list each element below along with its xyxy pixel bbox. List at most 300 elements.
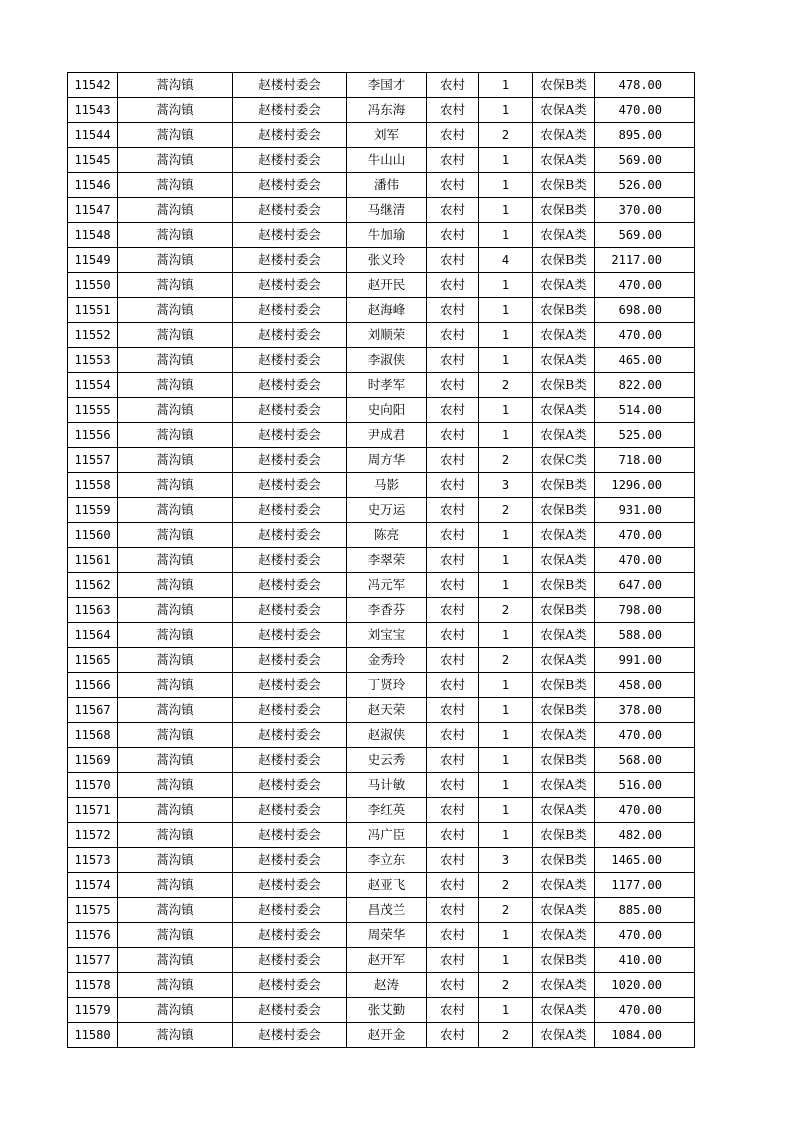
beneficiary-table [67,72,695,1048]
cell-insurance-category: 农保A类 [533,798,595,823]
cell-household-type: 农村 [427,573,479,598]
cell-household-type: 农村 [427,748,479,773]
cell-village-committee: 赵楼村委会 [233,748,347,773]
cell-township: 蒿沟镇 [118,898,233,923]
cell-village-committee: 赵楼村委会 [233,923,347,948]
cell-family-size: 1 [479,573,533,598]
cell-name: 赵亚飞 [347,873,427,898]
table-row [68,498,695,523]
cell-name: 刘军 [347,123,427,148]
table-row [68,923,695,948]
cell-family-size: 1 [479,948,533,973]
cell-township: 蒿沟镇 [118,523,233,548]
cell-township: 蒿沟镇 [118,323,233,348]
cell-insurance-category: 农保A类 [533,773,595,798]
cell-household-type: 农村 [427,623,479,648]
cell-village-committee: 赵楼村委会 [233,348,347,373]
cell-family-size: 1 [479,823,533,848]
cell-name: 牛山山 [347,148,427,173]
cell-amount: 588.00 [595,623,695,648]
cell-insurance-category: 农保B类 [533,498,595,523]
cell-amount: 470.00 [595,998,695,1023]
cell-household-type: 农村 [427,798,479,823]
cell-name: 史万运 [347,498,427,523]
cell-household-type: 农村 [427,248,479,273]
cell-village-committee: 赵楼村委会 [233,273,347,298]
cell-township: 蒿沟镇 [118,198,233,223]
cell-name: 赵海峰 [347,298,427,323]
cell-family-size: 1 [479,173,533,198]
cell-township: 蒿沟镇 [118,148,233,173]
table-row [68,223,695,248]
cell-household-type: 农村 [427,273,479,298]
table-row [68,423,695,448]
cell-village-committee: 赵楼村委会 [233,648,347,673]
cell-family-size: 3 [479,473,533,498]
cell-amount: 1296.00 [595,473,695,498]
cell-family-size: 2 [479,123,533,148]
cell-household-type: 农村 [427,698,479,723]
cell-insurance-category: 农保A类 [533,398,595,423]
cell-insurance-category: 农保A类 [533,723,595,748]
cell-township: 蒿沟镇 [118,1023,233,1048]
cell-record-number: 11550 [68,273,118,298]
cell-household-type: 农村 [427,473,479,498]
cell-record-number: 11545 [68,148,118,173]
cell-name: 李翠荣 [347,548,427,573]
cell-township: 蒿沟镇 [118,848,233,873]
table-row [68,573,695,598]
cell-family-size: 1 [479,348,533,373]
cell-name: 尹成君 [347,423,427,448]
cell-township: 蒿沟镇 [118,623,233,648]
cell-village-committee: 赵楼村委会 [233,173,347,198]
cell-amount: 470.00 [595,98,695,123]
cell-township: 蒿沟镇 [118,573,233,598]
cell-family-size: 1 [479,723,533,748]
cell-family-size: 1 [479,398,533,423]
cell-insurance-category: 农保B类 [533,473,595,498]
cell-amount: 895.00 [595,123,695,148]
cell-family-size: 1 [479,148,533,173]
cell-family-size: 3 [479,848,533,873]
cell-family-size: 1 [479,698,533,723]
cell-village-committee: 赵楼村委会 [233,448,347,473]
cell-amount: 526.00 [595,173,695,198]
cell-record-number: 11555 [68,398,118,423]
cell-amount: 1084.00 [595,1023,695,1048]
cell-insurance-category: 农保B类 [533,373,595,398]
cell-amount: 470.00 [595,798,695,823]
cell-record-number: 11574 [68,873,118,898]
cell-household-type: 农村 [427,873,479,898]
table-row [68,898,695,923]
table-row [68,823,695,848]
table-row [68,1023,695,1048]
cell-family-size: 2 [479,898,533,923]
cell-name: 赵天荣 [347,698,427,723]
cell-village-committee: 赵楼村委会 [233,323,347,348]
cell-record-number: 11554 [68,373,118,398]
cell-household-type: 农村 [427,198,479,223]
table-row [68,648,695,673]
cell-household-type: 农村 [427,123,479,148]
cell-village-committee: 赵楼村委会 [233,973,347,998]
cell-township: 蒿沟镇 [118,923,233,948]
cell-name: 马影 [347,473,427,498]
cell-household-type: 农村 [427,673,479,698]
cell-township: 蒿沟镇 [118,423,233,448]
cell-record-number: 11578 [68,973,118,998]
cell-amount: 2117.00 [595,248,695,273]
cell-village-committee: 赵楼村委会 [233,423,347,448]
cell-insurance-category: 农保A类 [533,523,595,548]
cell-insurance-category: 农保A类 [533,873,595,898]
cell-household-type: 农村 [427,73,479,98]
cell-family-size: 2 [479,448,533,473]
cell-name: 史向阳 [347,398,427,423]
table-row [68,973,695,998]
cell-amount: 798.00 [595,598,695,623]
cell-village-committee: 赵楼村委会 [233,498,347,523]
cell-name: 李红英 [347,798,427,823]
cell-household-type: 农村 [427,598,479,623]
cell-township: 蒿沟镇 [118,598,233,623]
cell-village-committee: 赵楼村委会 [233,998,347,1023]
cell-family-size: 1 [479,748,533,773]
cell-household-type: 农村 [427,423,479,448]
cell-household-type: 农村 [427,398,479,423]
cell-amount: 470.00 [595,273,695,298]
cell-insurance-category: 农保A类 [533,323,595,348]
cell-amount: 568.00 [595,748,695,773]
cell-village-committee: 赵楼村委会 [233,223,347,248]
table-row [68,798,695,823]
table-row [68,848,695,873]
cell-village-committee: 赵楼村委会 [233,1023,347,1048]
cell-name: 马继清 [347,198,427,223]
table-row [68,723,695,748]
cell-village-committee: 赵楼村委会 [233,823,347,848]
cell-name: 刘宝宝 [347,623,427,648]
cell-insurance-category: 农保B类 [533,73,595,98]
table-row [68,373,695,398]
cell-name: 冯元军 [347,573,427,598]
cell-amount: 482.00 [595,823,695,848]
cell-insurance-category: 农保B类 [533,573,595,598]
cell-insurance-category: 农保B类 [533,598,595,623]
cell-name: 潘伟 [347,173,427,198]
cell-family-size: 1 [479,548,533,573]
cell-village-committee: 赵楼村委会 [233,523,347,548]
cell-township: 蒿沟镇 [118,773,233,798]
cell-village-committee: 赵楼村委会 [233,148,347,173]
cell-record-number: 11571 [68,798,118,823]
cell-record-number: 11559 [68,498,118,523]
cell-household-type: 农村 [427,98,479,123]
table-row [68,873,695,898]
cell-village-committee: 赵楼村委会 [233,298,347,323]
cell-name: 李国才 [347,73,427,98]
cell-village-committee: 赵楼村委会 [233,573,347,598]
cell-insurance-category: 农保B类 [533,248,595,273]
cell-household-type: 农村 [427,898,479,923]
cell-village-committee: 赵楼村委会 [233,698,347,723]
cell-township: 蒿沟镇 [118,248,233,273]
table-row [68,523,695,548]
cell-village-committee: 赵楼村委会 [233,898,347,923]
cell-insurance-category: 农保A类 [533,923,595,948]
cell-record-number: 11567 [68,698,118,723]
cell-record-number: 11575 [68,898,118,923]
table-row [68,598,695,623]
cell-amount: 1465.00 [595,848,695,873]
cell-township: 蒿沟镇 [118,723,233,748]
cell-name: 赵开民 [347,273,427,298]
cell-record-number: 11569 [68,748,118,773]
cell-amount: 458.00 [595,673,695,698]
cell-name: 金秀玲 [347,648,427,673]
cell-insurance-category: 农保A类 [533,348,595,373]
cell-household-type: 农村 [427,948,479,973]
cell-record-number: 11576 [68,923,118,948]
table-row [68,73,695,98]
cell-insurance-category: 农保A类 [533,1023,595,1048]
cell-household-type: 农村 [427,1023,479,1048]
cell-family-size: 4 [479,248,533,273]
cell-village-committee: 赵楼村委会 [233,123,347,148]
cell-household-type: 农村 [427,323,479,348]
cell-amount: 525.00 [595,423,695,448]
cell-record-number: 11562 [68,573,118,598]
cell-family-size: 1 [479,923,533,948]
cell-name: 李淑侠 [347,348,427,373]
cell-family-size: 1 [479,73,533,98]
cell-amount: 478.00 [595,73,695,98]
cell-township: 蒿沟镇 [118,123,233,148]
cell-household-type: 农村 [427,148,479,173]
cell-township: 蒿沟镇 [118,273,233,298]
cell-name: 刘顺荣 [347,323,427,348]
cell-name: 赵涛 [347,973,427,998]
cell-insurance-category: 农保A类 [533,973,595,998]
cell-record-number: 11560 [68,523,118,548]
cell-record-number: 11542 [68,73,118,98]
cell-record-number: 11579 [68,998,118,1023]
cell-insurance-category: 农保B类 [533,948,595,973]
cell-township: 蒿沟镇 [118,948,233,973]
cell-record-number: 11546 [68,173,118,198]
cell-township: 蒿沟镇 [118,373,233,398]
cell-family-size: 2 [479,873,533,898]
cell-village-committee: 赵楼村委会 [233,623,347,648]
cell-township: 蒿沟镇 [118,473,233,498]
cell-township: 蒿沟镇 [118,173,233,198]
cell-name: 张义玲 [347,248,427,273]
cell-household-type: 农村 [427,298,479,323]
table-row [68,323,695,348]
cell-township: 蒿沟镇 [118,998,233,1023]
table-row [68,773,695,798]
cell-insurance-category: 农保B类 [533,173,595,198]
cell-amount: 569.00 [595,223,695,248]
cell-name: 周荣华 [347,923,427,948]
cell-village-committee: 赵楼村委会 [233,798,347,823]
cell-household-type: 农村 [427,923,479,948]
cell-name: 赵开军 [347,948,427,973]
cell-record-number: 11573 [68,848,118,873]
cell-household-type: 农村 [427,773,479,798]
cell-family-size: 1 [479,798,533,823]
cell-name: 赵淑侠 [347,723,427,748]
cell-insurance-category: 农保A类 [533,648,595,673]
table-row [68,173,695,198]
cell-insurance-category: 农保A类 [533,123,595,148]
table-row [68,948,695,973]
cell-name: 李立东 [347,848,427,873]
cell-family-size: 1 [479,298,533,323]
cell-township: 蒿沟镇 [118,223,233,248]
cell-name: 昌茂兰 [347,898,427,923]
cell-township: 蒿沟镇 [118,498,233,523]
cell-amount: 370.00 [595,198,695,223]
cell-village-committee: 赵楼村委会 [233,873,347,898]
cell-name: 张艾勤 [347,998,427,1023]
cell-household-type: 农村 [427,848,479,873]
cell-household-type: 农村 [427,723,479,748]
cell-household-type: 农村 [427,973,479,998]
cell-household-type: 农村 [427,823,479,848]
table-row [68,673,695,698]
cell-township: 蒿沟镇 [118,673,233,698]
cell-township: 蒿沟镇 [118,698,233,723]
cell-household-type: 农村 [427,448,479,473]
cell-name: 史云秀 [347,748,427,773]
cell-name: 时孝军 [347,373,427,398]
cell-name: 李香芬 [347,598,427,623]
cell-amount: 470.00 [595,923,695,948]
cell-amount: 470.00 [595,548,695,573]
cell-family-size: 2 [479,973,533,998]
cell-village-committee: 赵楼村委会 [233,773,347,798]
cell-township: 蒿沟镇 [118,823,233,848]
cell-amount: 885.00 [595,898,695,923]
cell-insurance-category: 农保A类 [533,998,595,1023]
cell-village-committee: 赵楼村委会 [233,948,347,973]
cell-record-number: 11552 [68,323,118,348]
cell-family-size: 1 [479,323,533,348]
cell-family-size: 2 [479,1023,533,1048]
cell-insurance-category: 农保A类 [533,98,595,123]
cell-village-committee: 赵楼村委会 [233,248,347,273]
cell-village-committee: 赵楼村委会 [233,98,347,123]
cell-family-size: 1 [479,998,533,1023]
cell-township: 蒿沟镇 [118,798,233,823]
table-row [68,98,695,123]
cell-insurance-category: 农保A类 [533,148,595,173]
cell-village-committee: 赵楼村委会 [233,373,347,398]
cell-family-size: 2 [479,598,533,623]
table-row [68,748,695,773]
cell-insurance-category: 农保A类 [533,423,595,448]
cell-village-committee: 赵楼村委会 [233,848,347,873]
cell-record-number: 11577 [68,948,118,973]
cell-record-number: 11551 [68,298,118,323]
cell-family-size: 1 [479,198,533,223]
cell-amount: 718.00 [595,448,695,473]
cell-family-size: 1 [479,623,533,648]
cell-record-number: 11549 [68,248,118,273]
cell-household-type: 农村 [427,523,479,548]
table-body [68,73,695,1048]
cell-insurance-category: 农保B类 [533,848,595,873]
cell-household-type: 农村 [427,498,479,523]
cell-township: 蒿沟镇 [118,448,233,473]
cell-insurance-category: 农保A类 [533,223,595,248]
cell-village-committee: 赵楼村委会 [233,473,347,498]
cell-amount: 1020.00 [595,973,695,998]
cell-amount: 931.00 [595,498,695,523]
cell-village-committee: 赵楼村委会 [233,73,347,98]
cell-family-size: 2 [479,648,533,673]
cell-record-number: 11558 [68,473,118,498]
table-row [68,448,695,473]
cell-record-number: 11565 [68,648,118,673]
table-row [68,548,695,573]
table-row [68,123,695,148]
cell-amount: 470.00 [595,323,695,348]
cell-family-size: 2 [479,498,533,523]
cell-record-number: 11566 [68,673,118,698]
cell-record-number: 11543 [68,98,118,123]
cell-household-type: 农村 [427,998,479,1023]
cell-insurance-category: 农保A类 [533,898,595,923]
cell-family-size: 1 [479,673,533,698]
cell-amount: 698.00 [595,298,695,323]
cell-family-size: 1 [479,98,533,123]
cell-name: 周方华 [347,448,427,473]
cell-amount: 1177.00 [595,873,695,898]
cell-amount: 465.00 [595,348,695,373]
table-row [68,698,695,723]
cell-township: 蒿沟镇 [118,973,233,998]
cell-amount: 647.00 [595,573,695,598]
cell-record-number: 11580 [68,1023,118,1048]
cell-record-number: 11563 [68,598,118,623]
cell-village-committee: 赵楼村委会 [233,723,347,748]
cell-amount: 822.00 [595,373,695,398]
cell-record-number: 11561 [68,548,118,573]
cell-amount: 991.00 [595,648,695,673]
cell-township: 蒿沟镇 [118,73,233,98]
cell-insurance-category: 农保B类 [533,698,595,723]
cell-insurance-category: 农保B类 [533,673,595,698]
cell-family-size: 1 [479,423,533,448]
cell-amount: 410.00 [595,948,695,973]
table-row [68,198,695,223]
table-row [68,473,695,498]
cell-amount: 470.00 [595,523,695,548]
cell-family-size: 1 [479,273,533,298]
cell-amount: 516.00 [595,773,695,798]
cell-family-size: 1 [479,223,533,248]
cell-record-number: 11572 [68,823,118,848]
table-row [68,998,695,1023]
cell-village-committee: 赵楼村委会 [233,673,347,698]
cell-insurance-category: 农保B类 [533,298,595,323]
cell-record-number: 11547 [68,198,118,223]
cell-record-number: 11568 [68,723,118,748]
